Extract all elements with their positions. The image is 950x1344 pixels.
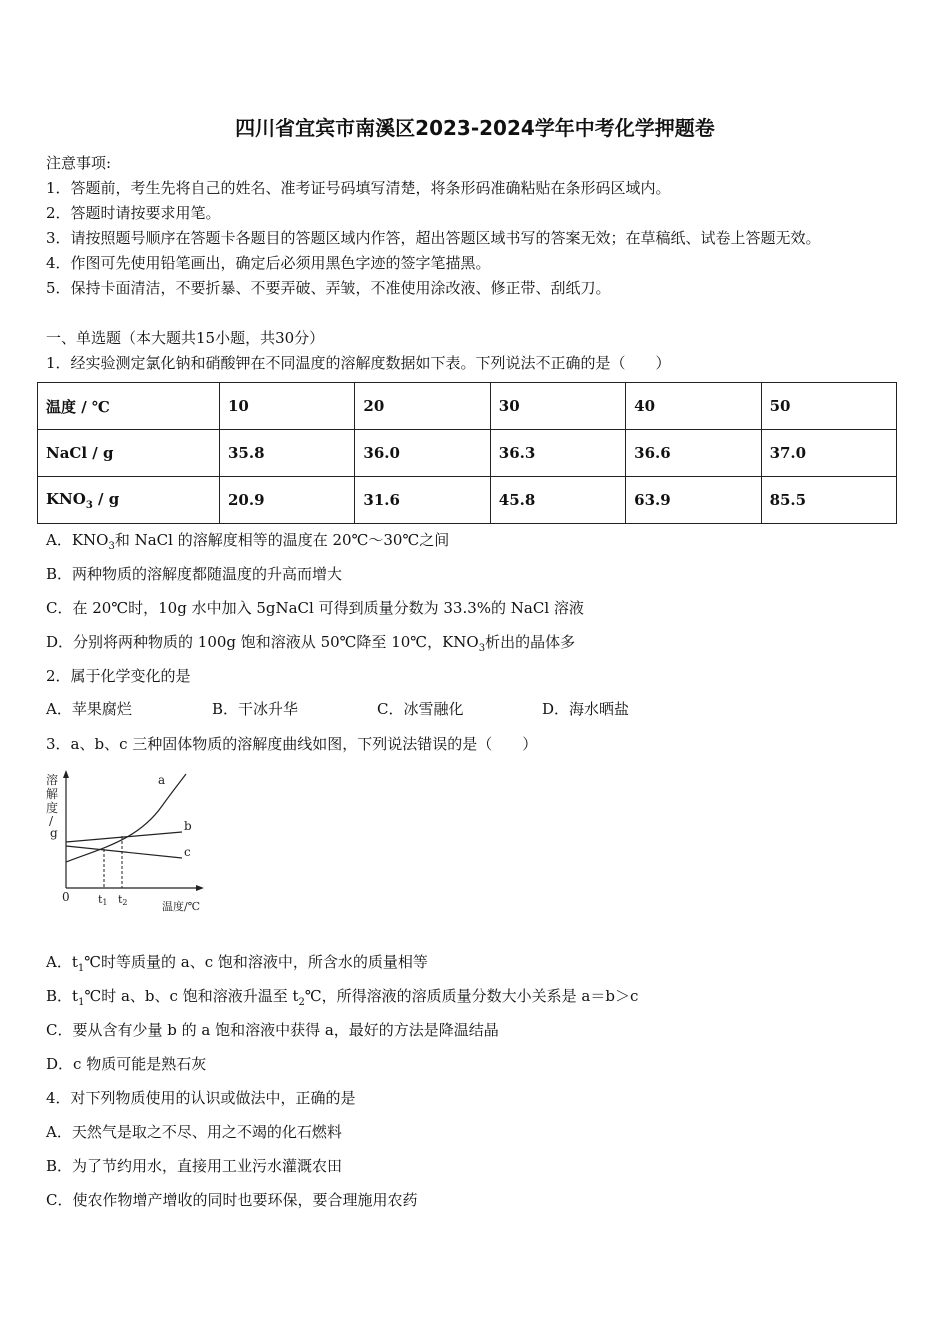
table-cell: 85.5: [761, 477, 896, 524]
q2-option-b: B．干冰升华: [212, 700, 299, 718]
y-axis-arrow: [63, 770, 69, 778]
notice-item: 4．作图可先使用铅笔画出，确定后必须用黑色字迹的签字笔描黑。: [46, 254, 491, 272]
notice-item: 3．请按照题号顺序在答题卡各题目的答题区域内作答，超出答题区域书写的答案无效；在草稿纸、试卷上答题无效。: [46, 229, 821, 247]
option-text: 和 NaCl 的溶解度相等的温度在 20℃～30℃之间: [114, 531, 450, 549]
question-2-stem: 2．属于化学变化的是: [46, 667, 191, 685]
table-cell: 10: [220, 383, 355, 430]
table-cell: 36.0: [355, 430, 490, 477]
curve-b-label: b: [184, 819, 192, 833]
table-cell: 20.9: [220, 477, 355, 524]
table-cell: 50: [761, 383, 896, 430]
t1-label: [98, 893, 108, 907]
cell-text: / g: [92, 489, 120, 508]
x-axis-label: 温度/℃: [162, 900, 201, 913]
q4-option-c: C．使农作物增产增收的同时也要环保，要合理施用农药: [46, 1191, 418, 1209]
curve-c: [66, 846, 182, 858]
page-title: 四川省宜宾市南溪区2023-2024学年中考化学押题卷: [235, 116, 715, 140]
y-label-char: 解: [46, 787, 59, 801]
table-cell: 45.8: [490, 477, 625, 524]
notice-item: 5．保持卡面清洁，不要折暴、不要弄破、弄皱，不准使用涂改液、修正带、刮纸刀。: [46, 279, 611, 297]
curve-a-label: a: [158, 773, 166, 787]
q2-option-a: A．苹果腐烂: [46, 700, 132, 718]
table-cell: 31.6: [355, 477, 490, 524]
origin-label: 0: [62, 890, 70, 904]
option-text: A．t: [46, 953, 78, 971]
option-text: A．KNO: [46, 531, 109, 549]
t1-subscript: 1: [102, 898, 108, 907]
table-row: [38, 430, 897, 477]
table-cell: 40: [626, 383, 761, 430]
subscript: 3: [85, 499, 93, 511]
notice-item: 2．答题时请按要求用笔。: [46, 204, 221, 222]
q2-option-c: C．冰雪融化: [377, 700, 464, 718]
q1-option-b: B．两种物质的溶解度都随温度的升高而增大: [46, 565, 343, 583]
y-label-char: g: [50, 826, 58, 840]
table-cell: 温度 / ℃: [38, 383, 220, 430]
subscript: 1: [78, 997, 85, 1008]
table-cell: 20: [355, 383, 490, 430]
curve-b: [66, 832, 182, 842]
table-cell: 63.9: [626, 477, 761, 524]
solubility-curve-figure: [42, 768, 222, 918]
option-text: ℃时 a、b、c 饱和溶液升温至 t: [84, 987, 299, 1005]
q1-option-c: C．在 20℃时，10g 水中加入 5gNaCl 可得到质量分数为 33.3%的 NaCl 溶液: [46, 599, 584, 617]
subscript: 3: [108, 541, 115, 552]
q3-option-a: [46, 951, 428, 974]
question-3-stem: 3．a、b、c 三种固体物质的溶解度曲线如图，下列说法错误的是（ ）: [46, 735, 538, 753]
table-cell: [38, 477, 220, 524]
q3-option-c: C．要从含有少量 b 的 a 饱和溶液中获得 a，最好的方法是降温结晶: [46, 1021, 499, 1039]
cell-text: KNO: [46, 489, 86, 508]
table-cell: 35.8: [220, 430, 355, 477]
curve-c-label: c: [184, 845, 191, 859]
t2-letter: t: [118, 893, 123, 906]
table-cell: 37.0: [761, 430, 896, 477]
option-text: ℃时等质量的 a、c 饱和溶液中，所含水的质量相等: [84, 953, 428, 971]
subscript: 1: [77, 963, 85, 974]
option-text: ℃，所得溶液的溶质质量分数大小关系是 a＝b＞c: [304, 987, 639, 1005]
q3-option-b: [46, 985, 638, 1008]
option-text: 析出的晶体多: [485, 633, 576, 651]
t1-letter: t: [98, 893, 103, 906]
table-cell: 36.3: [490, 430, 625, 477]
table-cell: NaCl / g: [38, 430, 220, 477]
table-row: [38, 477, 897, 524]
q3-option-d: D．c 物质可能是熟石灰: [46, 1055, 207, 1073]
q2-option-d: D．海水晒盐: [542, 700, 630, 718]
q4-option-a: A．天然气是取之不尽、用之不竭的化石燃料: [46, 1123, 342, 1141]
question-4-stem: 4．对下列物质使用的认识或做法中，正确的是: [46, 1089, 356, 1107]
option-text: B．t: [46, 987, 79, 1005]
subscript: 3: [478, 643, 486, 654]
option-text: D．分别将两种物质的 100g 饱和溶液从 50℃降至 10℃，KNO: [46, 633, 479, 651]
y-label-char: 溶: [46, 773, 59, 787]
notice-item: 1．答题前，考生先将自己的姓名、准考证号码填写清楚，将条形码准确粘贴在条形码区域内。: [46, 179, 671, 197]
subscript: 2: [298, 997, 305, 1008]
q1-option-a: [46, 529, 449, 552]
q4-option-b: B．为了节约用水，直接用工业污水灌溉农田: [46, 1157, 343, 1175]
t2-label: [118, 893, 128, 907]
section-heading: 一、单选题（本大题共15小题，共30分）: [46, 329, 325, 347]
question-1-stem: 1．经实验测定氯化钠和硝酸钾在不同温度的溶解度数据如下表。下列说法不正确的是（ ）: [46, 354, 671, 372]
x-axis-arrow: [196, 885, 204, 891]
y-label-char: 度: [46, 801, 59, 815]
notice-heading: 注意事项:: [46, 154, 112, 172]
table-row: [38, 383, 897, 430]
t2-subscript: 2: [122, 898, 128, 907]
q1-option-d: [46, 631, 575, 654]
curve-a: [66, 774, 186, 862]
y-label-char: /: [49, 814, 54, 828]
solubility-table: [37, 382, 897, 524]
table-cell: 30: [490, 383, 625, 430]
table-cell: 36.6: [626, 430, 761, 477]
